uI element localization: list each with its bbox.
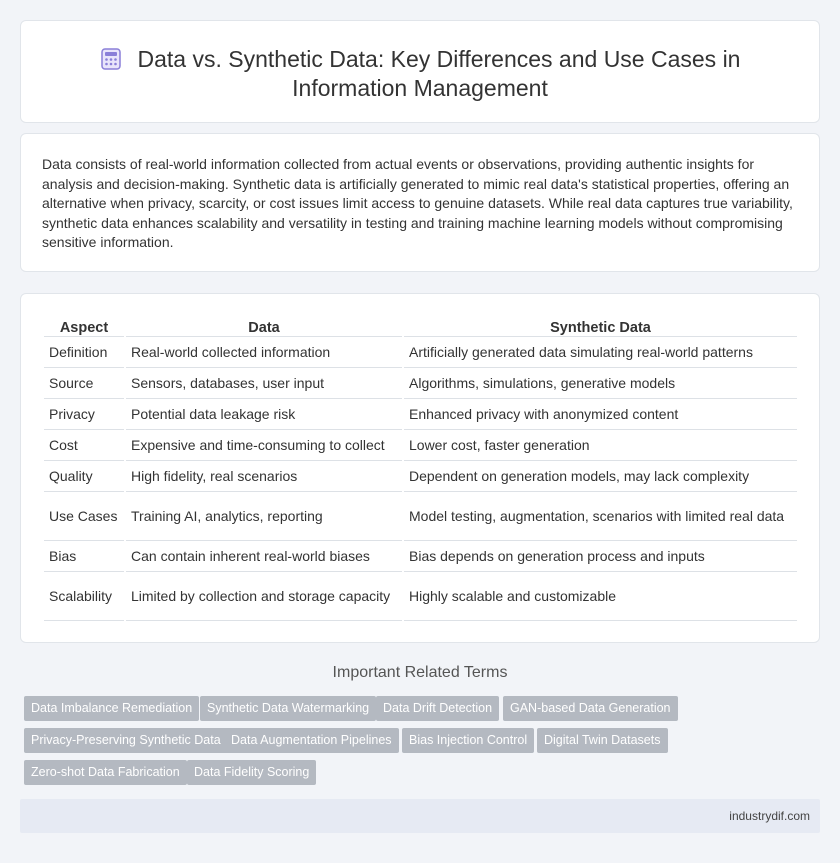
page-title bbox=[21, 45, 819, 103]
cell-data: High fidelity, real scenarios bbox=[126, 461, 402, 492]
table-row bbox=[44, 541, 797, 572]
tag-digital-twin-datasets[interactable]: Digital Twin Datasets bbox=[537, 728, 668, 753]
cell-aspect: Bias bbox=[44, 541, 124, 572]
title-line-1: Data vs. Synthetic Data: Key Differences and Use Cases in bbox=[137, 46, 741, 72]
cell-synthetic: Enhanced privacy with anonymized content bbox=[404, 399, 797, 430]
tag-synthetic-data-watermarking[interactable]: Synthetic Data Watermarking bbox=[200, 696, 376, 721]
tag-gan-based-data-generation[interactable]: GAN-based Data Generation bbox=[503, 696, 678, 721]
table-row bbox=[44, 430, 797, 461]
title-line-2: Information Management bbox=[292, 75, 548, 101]
header-data: Data bbox=[126, 314, 402, 337]
cell-aspect: Definition bbox=[44, 337, 124, 368]
cell-aspect: Quality bbox=[44, 461, 124, 492]
cell-data: Potential data leakage risk bbox=[126, 399, 402, 430]
cell-aspect: Source bbox=[44, 368, 124, 399]
cell-synthetic: Highly scalable and customizable bbox=[404, 572, 797, 621]
cell-aspect: Cost bbox=[44, 430, 124, 461]
table-row bbox=[44, 492, 797, 541]
cell-synthetic: Dependent on generation models, may lack complexity bbox=[404, 461, 797, 492]
tag-bias-injection-control[interactable]: Bias Injection Control bbox=[402, 728, 534, 753]
cell-synthetic: Model testing, augmentation, scenarios with limited real data bbox=[404, 492, 797, 541]
table-row bbox=[44, 337, 797, 368]
table-row bbox=[44, 461, 797, 492]
cell-aspect: Privacy bbox=[44, 399, 124, 430]
cell-data: Real-world collected information bbox=[126, 337, 402, 368]
tag-data-imbalance-remediation[interactable]: Data Imbalance Remediation bbox=[24, 696, 199, 721]
tag-privacy-preserving-synthetic-data[interactable]: Privacy-Preserving Synthetic Data bbox=[24, 728, 228, 753]
intro-paragraph: Data consists of real-world information collected from actual events or observations, providing authentic insights for analysis and decision-making. Synthetic data is artificially generated to mimic real data's statistical properties, offering an alternative when privacy, scarcity, or cost issues limit access to genuine datasets. While real data captures true variability, synthetic data enhances scalability and versatility in testing and training machine learning models without compromising sensitive information. bbox=[42, 156, 793, 251]
cell-data: Expensive and time-consuming to collect bbox=[126, 430, 402, 461]
tag-zero-shot-data-fabrication[interactable]: Zero-shot Data Fabrication bbox=[24, 760, 187, 785]
cell-synthetic: Bias depends on generation process and inputs bbox=[404, 541, 797, 572]
cell-data: Sensors, databases, user input bbox=[126, 368, 402, 399]
table-header-row bbox=[44, 314, 797, 337]
cell-synthetic: Lower cost, faster generation bbox=[404, 430, 797, 461]
tag-data-fidelity-scoring[interactable]: Data Fidelity Scoring bbox=[187, 760, 316, 785]
table-row bbox=[44, 572, 797, 621]
footer-site-link[interactable]: industrydif.com bbox=[729, 809, 810, 823]
tag-data-augmentation-pipelines[interactable]: Data Augmentation Pipelines bbox=[224, 728, 399, 753]
cell-data: Training AI, analytics, reporting bbox=[126, 492, 402, 541]
calculator-icon bbox=[100, 48, 122, 70]
title-card bbox=[20, 20, 820, 123]
tag-data-drift-detection[interactable]: Data Drift Detection bbox=[376, 696, 499, 721]
header-synthetic-data: Synthetic Data bbox=[404, 314, 797, 337]
cell-synthetic: Algorithms, simulations, generative models bbox=[404, 368, 797, 399]
table-row bbox=[44, 399, 797, 430]
cell-data: Limited by collection and storage capacity bbox=[126, 572, 402, 621]
header-aspect: Aspect bbox=[44, 314, 124, 337]
footer bbox=[20, 799, 820, 833]
comparison-card bbox=[20, 293, 820, 643]
related-terms-heading: Important Related Terms bbox=[332, 664, 508, 681]
comparison-table bbox=[42, 314, 799, 621]
cell-data: Can contain inherent real-world biases bbox=[126, 541, 402, 572]
cell-aspect: Scalability bbox=[44, 572, 124, 621]
table-row bbox=[44, 368, 797, 399]
intro-card bbox=[20, 133, 820, 272]
cell-synthetic: Artificially generated data simulating real-world patterns bbox=[404, 337, 797, 368]
cell-aspect: Use Cases bbox=[44, 492, 124, 541]
